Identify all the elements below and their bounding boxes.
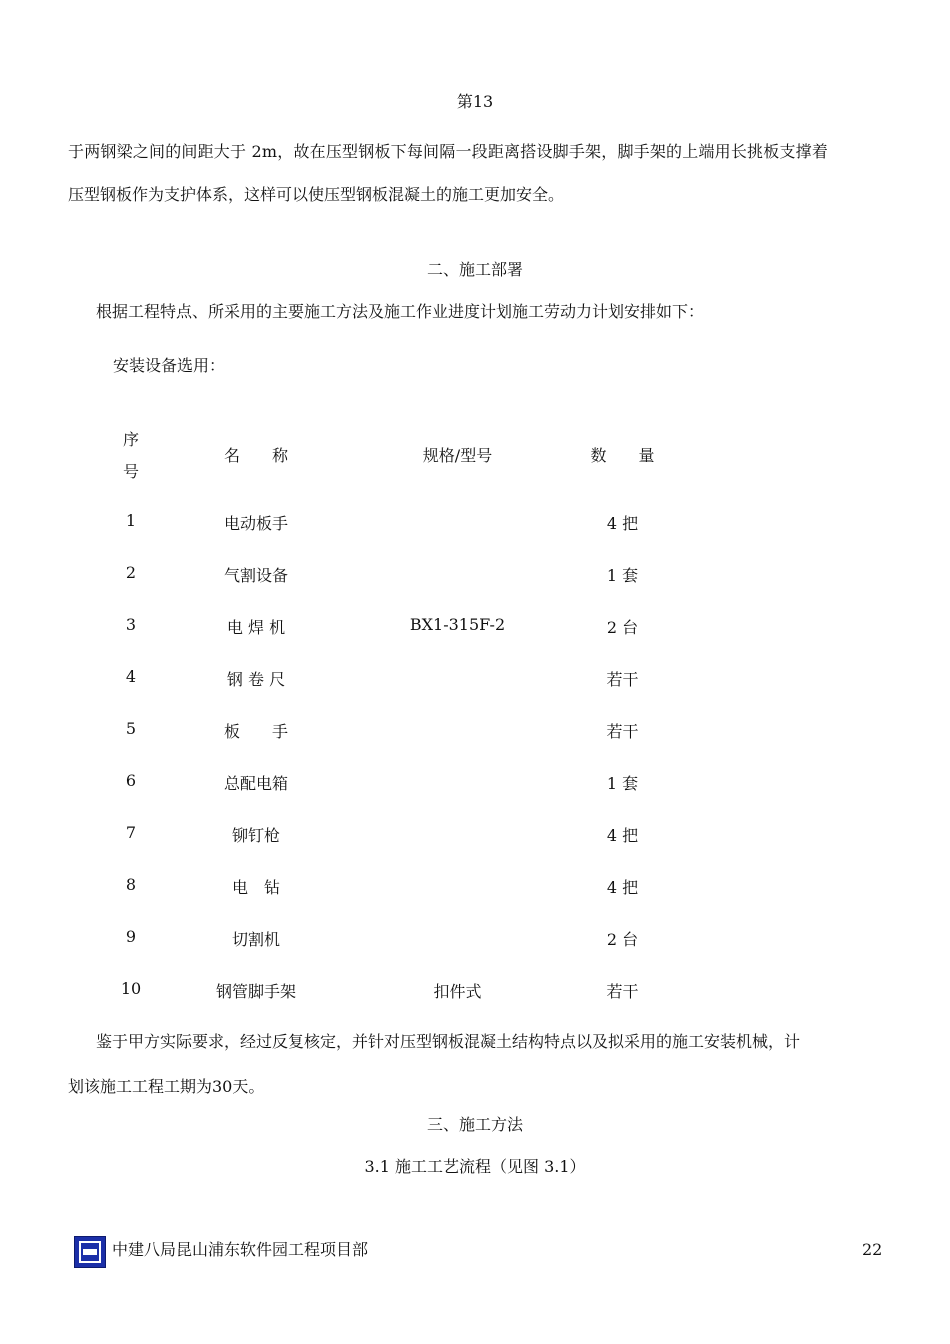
- row-spec: BX1-315F-2: [409, 615, 506, 634]
- row-index: 7: [125, 823, 137, 842]
- row-name: 铆钉枪: [231, 826, 280, 845]
- row-quantity: 若干: [606, 670, 639, 689]
- row-quantity: 若干: [606, 982, 639, 1001]
- row-name: 电 钻: [231, 878, 280, 897]
- row-name: 板 手: [223, 722, 288, 741]
- section-2-subheading: 安装设备选用：: [113, 356, 226, 375]
- row-quantity: 4 把: [606, 826, 639, 845]
- section-2-text: 根据工程特点、所采用的主要施工方法及施工作业进度计划施工劳动力计划安排如下：: [96, 302, 705, 321]
- row-spec: 扣件式: [433, 982, 482, 1001]
- row-index: 2: [125, 563, 137, 582]
- row-quantity: 1 套: [606, 774, 639, 793]
- section-2-heading: 二、施工部署: [426, 260, 523, 279]
- row-name: 电动板手: [223, 514, 288, 533]
- row-name: 总配电箱: [223, 774, 288, 793]
- row-quantity: 若干: [606, 722, 639, 741]
- row-quantity: 4 把: [606, 878, 639, 897]
- schedule-paragraph-line-2: 划该施工工程工期为30天。: [68, 1077, 265, 1096]
- row-index: 10: [120, 979, 142, 998]
- header-index-line-1: 序: [122, 430, 139, 449]
- header-index-line-2: 号: [122, 462, 139, 481]
- row-index: 6: [125, 771, 137, 790]
- footer-page-number: 22: [862, 1240, 883, 1259]
- row-name: 钢管脚手架: [215, 982, 296, 1001]
- row-quantity: 4 把: [606, 514, 639, 533]
- company-logo-icon: [74, 1236, 106, 1268]
- section-3-heading: 三、施工方法: [426, 1115, 523, 1134]
- row-index: 5: [125, 719, 137, 738]
- row-index: 3: [125, 615, 137, 634]
- schedule-paragraph-line-1: 鉴于甲方实际要求，经过反复核定，并针对压型钢板混凝土结构特点以及拟采用的施工安装机械，计: [96, 1032, 801, 1051]
- row-index: 4: [125, 667, 137, 686]
- row-name: 切割机: [231, 930, 280, 949]
- row-index: 9: [125, 927, 137, 946]
- row-name: 钢 卷 尺: [226, 670, 286, 689]
- intro-paragraph-line-2: 压型钢板作为支护体系，这样可以使压型钢板混凝土的施工更加安全。: [68, 185, 565, 204]
- row-name: 电 焊 机: [226, 618, 286, 637]
- row-quantity: 1 套: [606, 566, 639, 585]
- header-name: 名 称: [223, 446, 288, 465]
- row-quantity: 2 台: [606, 618, 639, 637]
- row-quantity: 2 台: [606, 930, 639, 949]
- row-name: 气割设备: [223, 566, 288, 585]
- footer-organization: 中建八局昆山浦东软件园工程项目部: [112, 1240, 369, 1259]
- intro-paragraph-line-1: 于两钢梁之间的间距大于 2m，故在压型钢板下每间隔一段距离搭设脚手架，脚手架的上端用长挑板支撑着: [68, 142, 829, 161]
- page-header: 第13: [456, 92, 494, 111]
- row-index: 1: [125, 511, 137, 530]
- section-3-subheading: 3.1 施工工艺流程（见图 3.1）: [364, 1157, 586, 1176]
- row-index: 8: [125, 875, 137, 894]
- header-quantity: 数 量: [590, 446, 655, 465]
- header-spec: 规格/型号: [422, 446, 493, 465]
